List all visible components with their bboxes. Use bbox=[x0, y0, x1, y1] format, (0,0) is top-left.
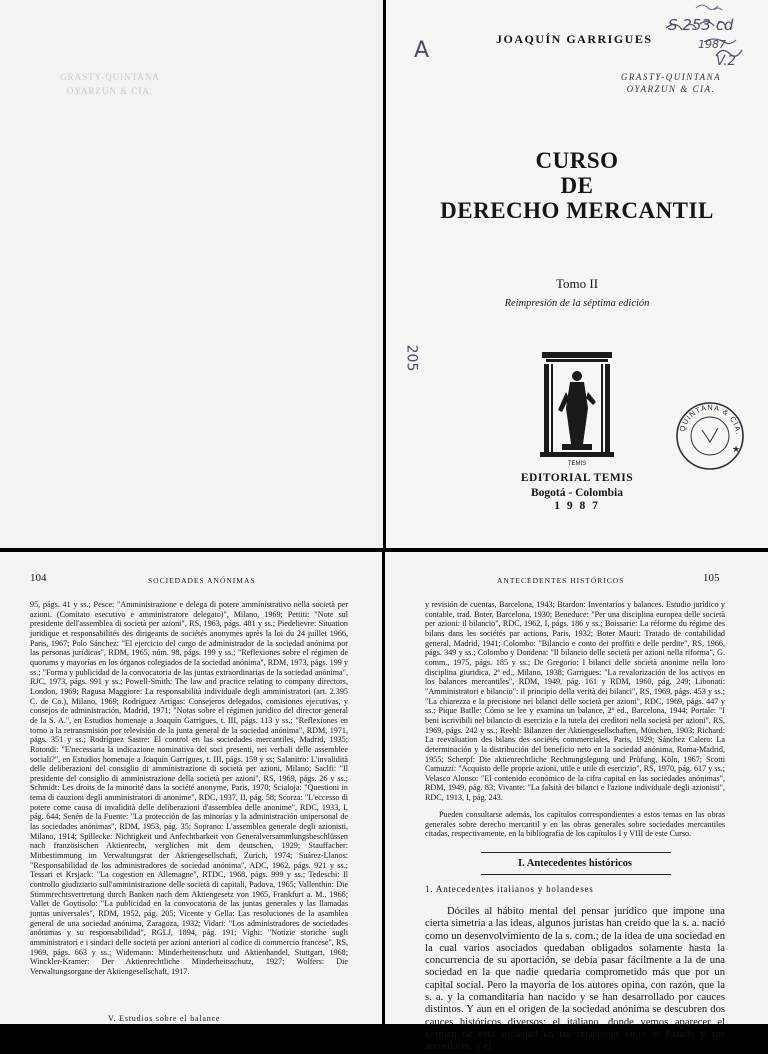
page-105 bbox=[385, 552, 768, 1053]
title-page bbox=[386, 0, 768, 548]
publisher-name: EDITORIAL TEMIS bbox=[520, 472, 634, 484]
logo-caption: TEMIS bbox=[567, 461, 587, 467]
handwritten-letter: A bbox=[414, 38, 430, 63]
subsection-title: 1. Antecedentes italianos y holandeses bbox=[425, 884, 594, 894]
book-title-line: DE bbox=[560, 173, 594, 198]
publisher-city: Bogotá - Colombia bbox=[531, 487, 623, 499]
library-stamp-icon bbox=[674, 400, 746, 472]
body-paragraph: Dóciles al hábito mental del pensar jurídico que impone una cierta simetría a las ideas, algunos juristas han creído que la s. a. nació como un desenvolvimiento de la s. com.; de la idea de una sociedad en la cual varios asociados quedaban obligados solamente hasta la concurrencia de su aportación, se debía pasar fácilmente a la de una sociedad en la que nadie quedaría comprometido más que por un capital social. Pero la mayoría de los autores opina, con razón, que la s. a. y la comanditaria han nacido y se han desarrollado por cauces distintos. Y aun en el origen de la sociedad anónima se descubren dos cauces históricos diversos: el italiano, donde vemos aparecer el germen de esta sociedad en las relaciones entre el Estado y sus acreedores, y el bbox=[425, 906, 725, 1053]
handwritten-call-number: S 253 cd bbox=[668, 16, 734, 34]
ghost-text-line: GRASTY-QUINTANA bbox=[60, 72, 160, 82]
svg-text:QUINTANA & CIA. bbox=[677, 403, 743, 436]
running-head: SOCIEDADES ANÓNIMAS bbox=[148, 576, 256, 585]
handwritten-year: 1987 bbox=[698, 38, 726, 51]
publisher-logo-icon bbox=[536, 352, 618, 468]
book-title-line: CURSO bbox=[535, 148, 619, 173]
section-title: I. Antecedentes históricos bbox=[517, 858, 633, 869]
running-head: ANTECEDENTES HISTÓRICOS bbox=[497, 576, 625, 585]
stamp-text: QUINTANA & CIA. bbox=[677, 402, 744, 436]
bibliography-text: y revisión de cuentas, Barcelona, 1943; Btardon: Inventarios y balances. Estudio jurídico y contable, trad. Boter, Barcelona, 1930; Beneduce: "Per una disciplina europea delle società per azioni: il bilancio", RDC, 1962, I, págs. 186 y ss.; Boissarie: La réforme du régime des bilans dans les sociétés par actions, Paris, 1932; Boter Mauri: Tratado de contabilidad general, Madrid, 1941; Colombo: "Bilancio e conto dei proffiti e delle perdite", RS, 1966, págs. 349 y ss.; Colombo y Dondena: "Il bilancio delle società per azioni nella riforma", G. comm., 1975, págs. 185 y ss.; De Gregorio: I bilanci delle società anonime nella loro disciplina giuridica, 2ª ed., Milano, 1938; Garrigues: "La revalorización de los activos en los balances mercantiles", RDM, 1949, pág. 161 y RDM, 1960, pág. 249; Libonati: "Amministratori e bilancio": il principio della verità dei bilanci", RS, 1969, págs. 453 y ss.; "La chiarezza e la precisione nei bilanci delle società per azioni", RDC, 1969, págs. 447 y ss.; Pique Batlle: Cómo se lee y examina un balance, 2ª ed., Barcelona, 1944; Portale: "I beni iscrivibili nel bilancio di esercizio e la tutela dei creditori nella società per azioni", RS, 1969, págs. 242 y ss.; Reehl: Bilanzen der Aktiengesellschaften, München, 1903; Richard: La reevaluation des bilans des sociétés commerciales, Paris, 1929; Sánchez Calero: La determinación y la distribución del beneficio neto en la sociedad anónima, Roma-Madrid, 1955; Scherpf: Die aktienrechtliche Rechnungslegung und Prüfung, Köln, 1967; Scotti Camuzzi: "Acquisto delle proprie azioni, utile e utile di esercizio", RS, 1970, pág. 617 y ss.; Velasco Alonso: "El contenido económico de la cifra capital en las sociedades anónimas", RDM, 1949, pág. 83; Vivante: "La falsità dei bilanci e l'azione individuale degli azionisti", RDC, 1913, I, pág. 243. bbox=[425, 600, 725, 803]
section-divider bbox=[481, 874, 671, 875]
handwritten-volume: V.2 bbox=[716, 54, 736, 69]
blank-page bbox=[0, 0, 383, 548]
page-number: 104 bbox=[30, 572, 47, 584]
handwritten-margin-number: 205 bbox=[403, 344, 420, 372]
page-number: 105 bbox=[703, 572, 720, 584]
additional-note: Pueden consultarse además, los capítulos correspondientes a estos temas en las obras generales sobre derecho mercantil y en las obras generales sobre sociedades mercantiles citadas, respectivamente, en la bibliografía de los capítulos I y VIII de este Curso. bbox=[425, 810, 725, 839]
author-name: JOAQUÍN GARRIGUES bbox=[496, 32, 653, 46]
ghost-text-line: OYARZUN & CIA. bbox=[66, 86, 154, 96]
svg-text:★: ★ bbox=[732, 444, 741, 454]
bookseller-imprint-line: GRASTY-QUINTANA bbox=[620, 72, 722, 82]
volume-label: Tomo II bbox=[555, 276, 599, 291]
bibliography-text: 95, págs. 41 y ss.; Pesce: "Amministrazione e delega di potere amministrativo nella società per azioni. (Comitato esecutivo e amministratore delegato)", Milano, 1969; Pettiti: "Note sul presidente dell'assemblea di società per azioni", RS, 1963, págs. 481 y ss.; Piedelievre: Situation juridique et responsabilités des dirigeants de sociétés anonymes après la loi du 24 juillet 1966, Paris, 1967; Polo Sánchez: "El ejercicio del cargo de administrador de la sociedad anónima por las personas jurídicas", RDM, 1965, núm. 98, págs. 199 y ss.; "Reflexiones sobre el régimen de quorums y mayorías en los órganos colegiados de la sociedad anónima", RDM, 1973, págs. 199 y ss.; "Forma y publicidad de la convocatoria de las juntas extraordinarias de la sociedad anónima", RJC, 1973, págs. 991 y ss.; Powell-Smith: The law and practice relating to company directors, London, 1969; Ragusa Maggiore: La responsabilità individuale degli amministratori (art. 2.395 C. de Co.), Milano, 1969; Rodríguez Artigas: Consejeros delegados, comisiones ejecutivas, y consejos de administración, Madrid, 1971; "Notas sobre el régimen jurídico del director general de la S. A.", en Estudios homenaje a Joaquín Garrigues, t. III, págs. 113 y ss.; "Reflexiones en torno a la retransmisión por televisión de la junta general de la sociedad anónima", RDM, 1971, págs. 351 y ss.; Rodríguez Sastre: El control en las sociedades mercantiles, Madrid, 1935; Rotondi: "E'necessaria la indicazione nominativa dei soci presenti, nei verbali delle assemblee sociali?", en Estudios homenaje a Joaquín Garrigues, t. III, págs. 159 y ss; Salanitro: L'invalidità delle deliberazioni del consiglio di amministrazione di società per azioni, Milano; Saclfi: "Il presidente del consiglio di amministrazione della società per azioni", RS, 1969, págs. 26 y ss.; Schmidt: Les droits de la minorité dans la société anonyme, Paris, 1970; Scialoja: "Questioni in tema di cauzioni degli amministratori di anonime", RDC, 1937, II, pág. 58; Scorza: "L'eccesso di potere come causa di invalidità delle deliberazioni d'assemblea delle anonime", RDC, 1933, I, pág. 644; Senén de la Fuente: "La protección de las minorías y la administración unipersonal de las sociedades anónimas", RDM, 1953, pág. 35; Soprano: L'assemblea generale degli azionisti, Milano, 1914; Spillecke: Nichtigkeit und Anfechtbarkeit von Generalversammlungsbeschlüssen nach französischen Aktienrecht, verglichen mit dem deutschen, 1929; Stauffacher: Mitbestimmung im Verwaltungsrat der Aktiengesellschaft, Zurich, 1974; Suárez-Llanos: "Responsabilidad de los administradores de sociedad anónima", ADC, 1962, págs. 921 y ss.; Tessari et Krsjack: "La cogestion en Allemagne", RTDC, 1968, págs. 999 y ss.; Tedeschi: Il controllo giudiziario sull'amministrazione delle società di capitali, Padova, 1965; Vallenthin: Die Stimmrechtsvertretung durch Banken nach dem Aktiengesetz von 1965, Frankfurt a. M., 1966; Vallet de Goytisolo: "La publicidad en la convocatoria de las juntas generales y las llamadas juntas universales", RDM, 1952, pág. 205; Vicente y Gella: Las resoluciones de la asamblea general de una sociedad anónima, Zaragoza, 1932; Vidari: "Los administradores de sociedades anónimas y su responsabilidad", RGLJ, 1894, pág. 191; Vighi: "Notizie storiche sugli amministratori e i sindaci delle società per azioni anteriori al codice di commercio francese", RS, 1969, págs. 663 y ss.; Widemann: Minderheitenschutz und Aktienhandel, Stuttgart, 1968; Winckler-Kramer: Der Aktienrechtliche Minderheitsschutz, 1927; Wolfers: Die Verwaltungsorgane der Aktiengesellschaft, 1917. bbox=[30, 600, 348, 976]
section-divider bbox=[481, 852, 671, 853]
book-title-line: DERECHO MERCANTIL bbox=[440, 198, 714, 223]
page-104 bbox=[0, 552, 382, 1024]
cut-off-heading: V. Estudios sobre el balance bbox=[108, 1014, 221, 1023]
publication-year: 1 9 8 7 bbox=[554, 500, 600, 512]
bookseller-imprint-line: OYARZUN & CIA. bbox=[626, 84, 716, 94]
edition-label: Reimpresión de la séptima edición bbox=[504, 298, 650, 309]
